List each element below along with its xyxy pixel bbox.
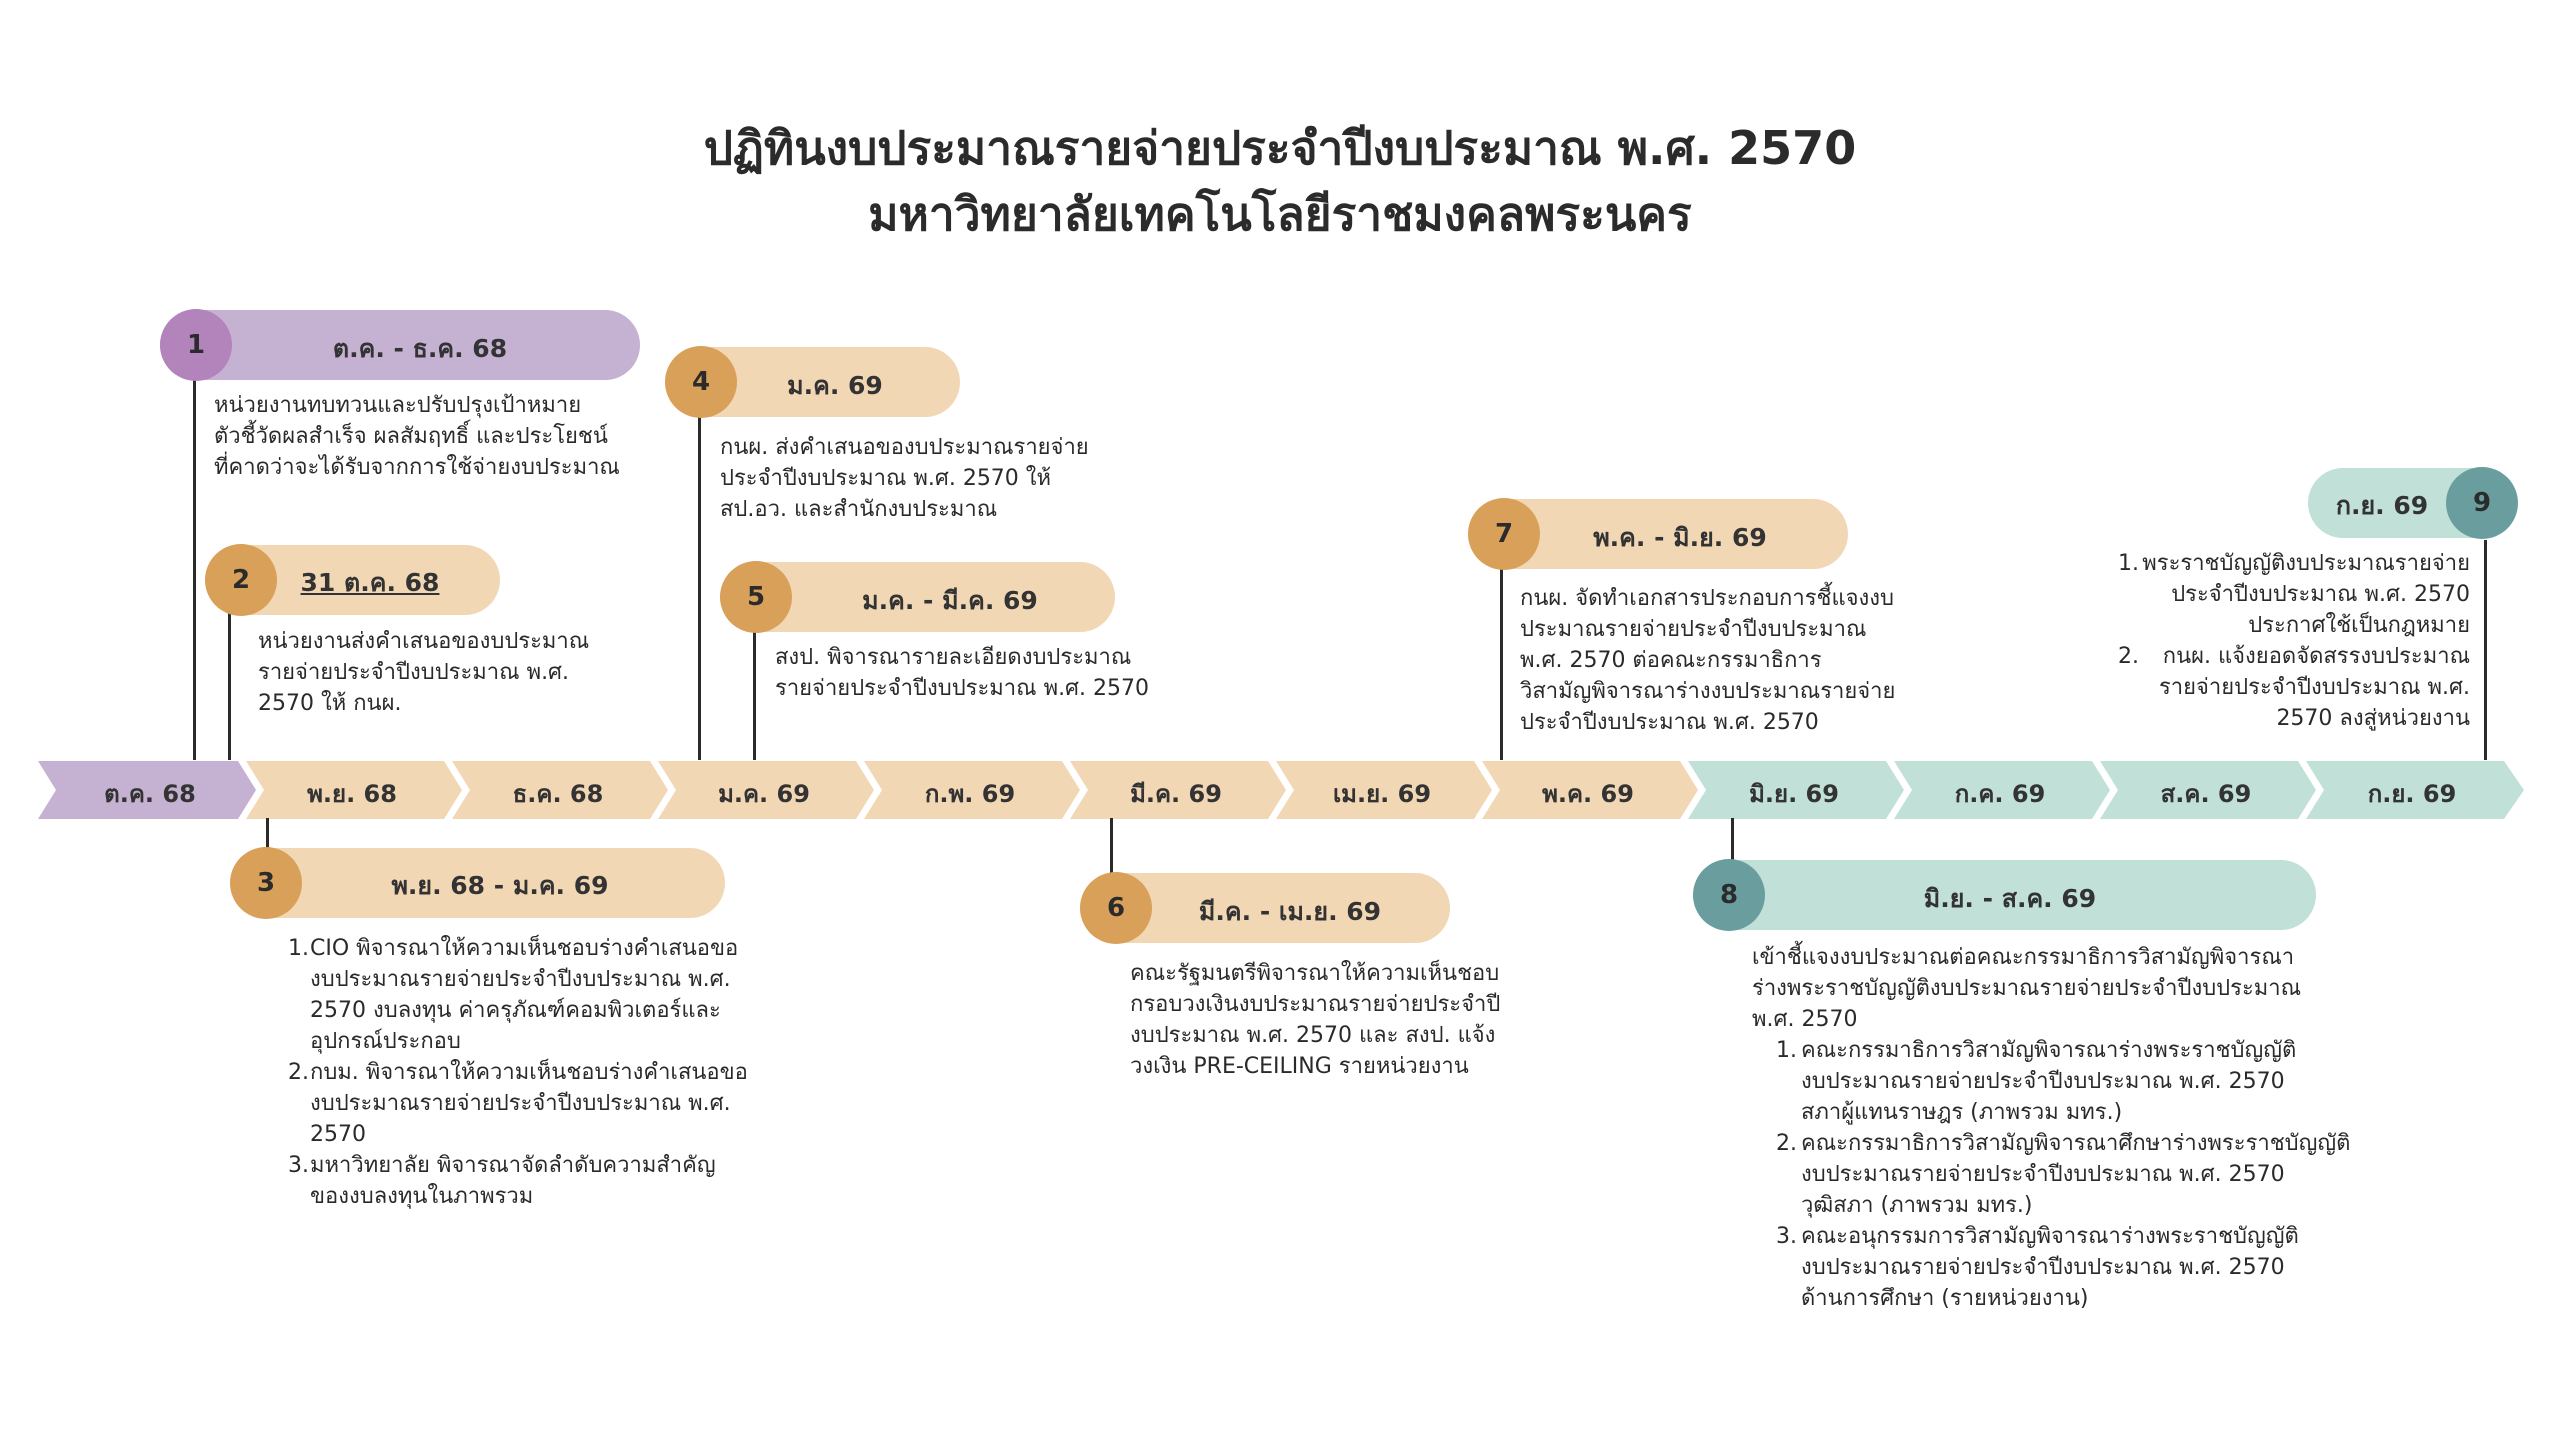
step-1-line-3: ที่คาดว่าจะได้รับจากการใช้จ่ายงบประมาณ <box>214 455 620 480</box>
step-9-description <box>2118 548 2470 734</box>
month-label-jun69: มิ.ย. 69 <box>1749 780 1839 808</box>
connector-line-9 <box>2484 540 2487 760</box>
step-3-item-1 <box>288 933 748 1057</box>
month-label-may69: พ.ค. 69 <box>1542 780 1634 808</box>
month-label-feb69: ก.พ. 69 <box>924 780 1016 808</box>
step-9-item-1-number: 1. <box>2118 551 2139 576</box>
step-3-item-1-number: 1. <box>288 936 309 961</box>
step-8-line-3: พ.ศ. 2570 <box>1752 1007 1858 1032</box>
step-8-circle <box>1693 859 1765 931</box>
step-9-item-2 <box>2118 641 2470 734</box>
month-label-jul69: ก.ค. 69 <box>1954 780 2046 808</box>
step-8-number: 8 <box>1719 880 1739 910</box>
step-3-item-3-number: 3. <box>288 1153 309 1178</box>
step-7-line-1: กนผ. จัดทำเอกสารประกอบการชี้แจงงบ <box>1520 586 1894 611</box>
connector-line-4 <box>698 400 701 760</box>
step-8-line-1: เข้าชี้แจงงบประมาณต่อคณะกรรมาธิการวิสามัญพิจารณา <box>1752 945 2295 970</box>
step-9-item-1 <box>2118 548 2470 641</box>
step-7-circle <box>1468 498 1540 570</box>
title-line2: มหาวิทยาลัยเทคโนโลยีราชมงคลพระนคร <box>868 187 1692 241</box>
step-3-item-1-line-1: CIO พิจารณาให้ความเห็นชอบร่างคำเสนอขอ <box>310 936 739 961</box>
step-5-line-2: รายจ่ายประจำปีงบประมาณ พ.ศ. 2570 <box>775 676 1149 701</box>
step-7-line-3: พ.ศ. 2570 ต่อคณะกรรมาธิการ <box>1520 648 1822 673</box>
step-8-item-2-line-3: วุฒิสภา (ภาพรวม มทร.) <box>1801 1193 2033 1218</box>
step-8-item-2-number: 2. <box>1776 1131 1797 1156</box>
connector-line-8 <box>1731 818 1734 860</box>
step-3-item-2-line-2: งบประมาณรายจ่ายประจำปีงบประมาณ พ.ศ. <box>310 1091 731 1116</box>
step-3-item-1-line-4: อุปกรณ์ประกอบ <box>310 1029 461 1054</box>
step-4-period: ม.ค. 69 <box>787 371 883 400</box>
step-8-line-2: ร่างพระราชบัญญัติงบประมาณรายจ่ายประจำปีงบประมาณ <box>1752 976 2302 1001</box>
step-4-line-2: ประจำปีงบประมาณ พ.ศ. 2570 ให้ <box>720 466 1052 491</box>
month-label-aug69: ส.ค. 69 <box>2160 780 2252 808</box>
step-8-item-2-line-2: งบประมาณรายจ่ายประจำปีงบประมาณ พ.ศ. 2570 <box>1801 1162 2285 1187</box>
step-8-item-1-number: 1. <box>1776 1038 1797 1063</box>
step-5-period: ม.ค. - มี.ค. 69 <box>862 586 1038 615</box>
step-9-item-1-line-2: ประจำปีงบประมาณ พ.ศ. 2570 <box>2171 582 2470 607</box>
connector-line-2 <box>228 590 231 760</box>
step-4-number: 4 <box>691 367 711 397</box>
step-3-item-1-line-3: 2570 งบลงทุน ค่าครุภัณฑ์คอมพิวเตอร์และ <box>310 998 721 1023</box>
step-3-item-1-line-2: งบประมาณรายจ่ายประจำปีงบประมาณ พ.ศ. <box>310 967 731 992</box>
step-1-period: ต.ค. - ธ.ค. 68 <box>332 334 508 363</box>
connector-line-6 <box>1110 818 1113 873</box>
month-label-jan69: ม.ค. 69 <box>718 780 810 808</box>
step-4-circle <box>665 346 737 418</box>
title-line1: ปฏิทินงบประมาณรายจ่ายประจำปีงบประมาณ พ.ศ. 2570 <box>703 121 1857 175</box>
step-6-line-2: กรอบวงเงินงบประมาณรายจ่ายประจำปี <box>1130 992 1501 1017</box>
step-1-line-2: ตัวชี้วัดผลสำเร็จ ผลสัมฤทธิ์ และประโยชน์ <box>214 424 608 449</box>
connector-line-3 <box>266 818 269 850</box>
step-8-item-1-line-1: คณะกรรมาธิการวิสามัญพิจารณาร่างพระราชบัญญัติ <box>1801 1038 2297 1063</box>
connector-line-1 <box>193 345 196 760</box>
connector-line-5 <box>753 625 756 760</box>
step-5-number: 5 <box>746 582 766 612</box>
step-2-number: 2 <box>231 565 251 595</box>
step-4-line-1: กนผ. ส่งคำเสนอของบประมาณรายจ่าย <box>720 435 1089 460</box>
month-label-sep69: ก.ย. 69 <box>2367 780 2457 808</box>
step-1-description <box>214 390 620 483</box>
step-8-item-3-number: 3. <box>1776 1224 1797 1249</box>
step-1-line-1: หน่วยงานทบทวนและปรับปรุงเป้าหมาย <box>214 393 582 418</box>
step-7-line-2: ประมาณรายจ่ายประจำปีงบประมาณ <box>1520 617 1867 642</box>
step-2-line-2: รายจ่ายประจำปีงบประมาณ พ.ศ. <box>258 660 570 685</box>
month-label-mar69: มี.ค. 69 <box>1130 780 1222 808</box>
step-6-line-3: งบประมาณ พ.ศ. 2570 และ สงป. แจ้ง <box>1130 1023 1496 1048</box>
step-8-item-1-line-2: งบประมาณรายจ่ายประจำปีงบประมาณ พ.ศ. 2570 <box>1801 1069 2285 1094</box>
step-3-item-2-line-1: กบม. พิจารณาให้ความเห็นชอบร่างคำเสนอขอ <box>310 1060 748 1085</box>
step-6-number: 6 <box>1106 893 1126 923</box>
step-8-item-3-line-1: คณะอนุกรรมการวิสามัญพิจารณาร่างพระราชบัญญัติ <box>1801 1224 2299 1249</box>
step-1-number: 1 <box>186 330 206 360</box>
step-9-period: ก.ย. 69 <box>2335 491 2429 520</box>
step-9-item-1-line-1: พระราชบัญญัติงบประมาณรายจ่าย <box>2142 551 2470 576</box>
step-3-item-2-number: 2. <box>288 1060 309 1085</box>
step-7-description <box>1520 583 1895 738</box>
step-3-period: พ.ย. 68 - ม.ค. 69 <box>391 871 609 900</box>
step-6-line-4: วงเงิน PRE-CEILING รายหน่วยงาน <box>1130 1054 1469 1079</box>
step-8-period: มิ.ย. - ส.ค. 69 <box>1923 884 2097 913</box>
step-7-period: พ.ค. - มิ.ย. 69 <box>1593 523 1767 552</box>
step-3-item-2 <box>288 1057 748 1150</box>
step-9-item-2-number: 2. <box>2118 644 2139 669</box>
step-9-item-1-line-3: ประกาศใช้เป็นกฎหมาย <box>2248 613 2470 638</box>
step-6-circle <box>1080 872 1152 944</box>
step-2-period: 31 ต.ค. 68 <box>300 568 440 597</box>
step-9-item-2-line-1: กนผ. แจ้งยอดจัดสรรงบประมาณ <box>2162 644 2470 669</box>
step-6-period: มี.ค. - เม.ย. 69 <box>1198 897 1382 926</box>
step-5-description <box>775 642 1149 704</box>
step-3-description <box>288 933 748 1212</box>
step-9-item-2-line-2: รายจ่ายประจำปีงบประมาณ พ.ศ. <box>2158 675 2470 700</box>
step-8-item-1 <box>1776 1035 2350 1128</box>
step-5-line-1: สงป. พิจารณารายละเอียดงบประมาณ <box>775 645 1132 670</box>
step-9-item-2-line-3: 2570 ลงสู่หน่วยงาน <box>2276 706 2470 731</box>
step-2-circle <box>205 544 277 616</box>
step-9-number: 9 <box>2472 488 2492 518</box>
step-8-item-1-line-3: สภาผู้แทนราษฎร (ภาพรวม มทร.) <box>1801 1100 2123 1125</box>
step-2-line-3: 2570 ให้ กนผ. <box>258 691 402 716</box>
step-3-item-3 <box>288 1150 748 1212</box>
step-8-description <box>1752 942 2350 1314</box>
month-label-apr69: เม.ย. 69 <box>1332 780 1432 808</box>
step-8-item-3-line-3: ด้านการศึกษา (รายหน่วยงาน) <box>1801 1286 2089 1311</box>
connector-line-7 <box>1500 565 1503 760</box>
step-7-number: 7 <box>1494 519 1514 549</box>
month-label-oct68: ต.ค. 68 <box>104 780 196 808</box>
month-label-dec68: ธ.ค. 68 <box>512 780 604 808</box>
step-2-description <box>258 626 589 719</box>
step-8-item-2 <box>1776 1128 2350 1221</box>
step-4-line-3: สป.อว. และสำนักงบประมาณ <box>720 497 998 522</box>
step-3-item-3-line-2: ของงบลงทุนในภาพรวม <box>310 1184 534 1209</box>
step-8-item-3 <box>1776 1221 2350 1314</box>
step-6-line-1: คณะรัฐมนตรีพิจารณาให้ความเห็นชอบ <box>1130 961 1500 986</box>
step-4-description <box>720 432 1089 525</box>
step-3-item-3-line-1: มหาวิทยาลัย พิจารณาจัดลำดับความสำคัญ <box>310 1153 716 1178</box>
month-label-nov68: พ.ย. 68 <box>307 780 397 808</box>
step-3-circle <box>230 847 302 919</box>
step-7-line-5: ประจำปีงบประมาณ พ.ศ. 2570 <box>1520 710 1819 735</box>
step-5-circle <box>720 561 792 633</box>
step-6-description <box>1130 958 1500 1082</box>
step-1-circle <box>160 309 232 381</box>
step-7-line-4: วิสามัญพิจารณาร่างงบประมาณรายจ่าย <box>1520 679 1896 704</box>
step-8-item-3-line-2: งบประมาณรายจ่ายประจำปีงบประมาณ พ.ศ. 2570 <box>1801 1255 2285 1280</box>
step-9-circle <box>2446 467 2518 539</box>
step-8-item-2-line-1: คณะกรรมาธิการวิสามัญพิจารณาศึกษาร่างพระราชบัญญัติ <box>1801 1131 2351 1156</box>
step-2-line-1: หน่วยงานส่งคำเสนอของบประมาณ <box>258 629 590 654</box>
step-3-number: 3 <box>256 868 276 898</box>
step-3-item-2-line-3: 2570 <box>310 1122 366 1147</box>
